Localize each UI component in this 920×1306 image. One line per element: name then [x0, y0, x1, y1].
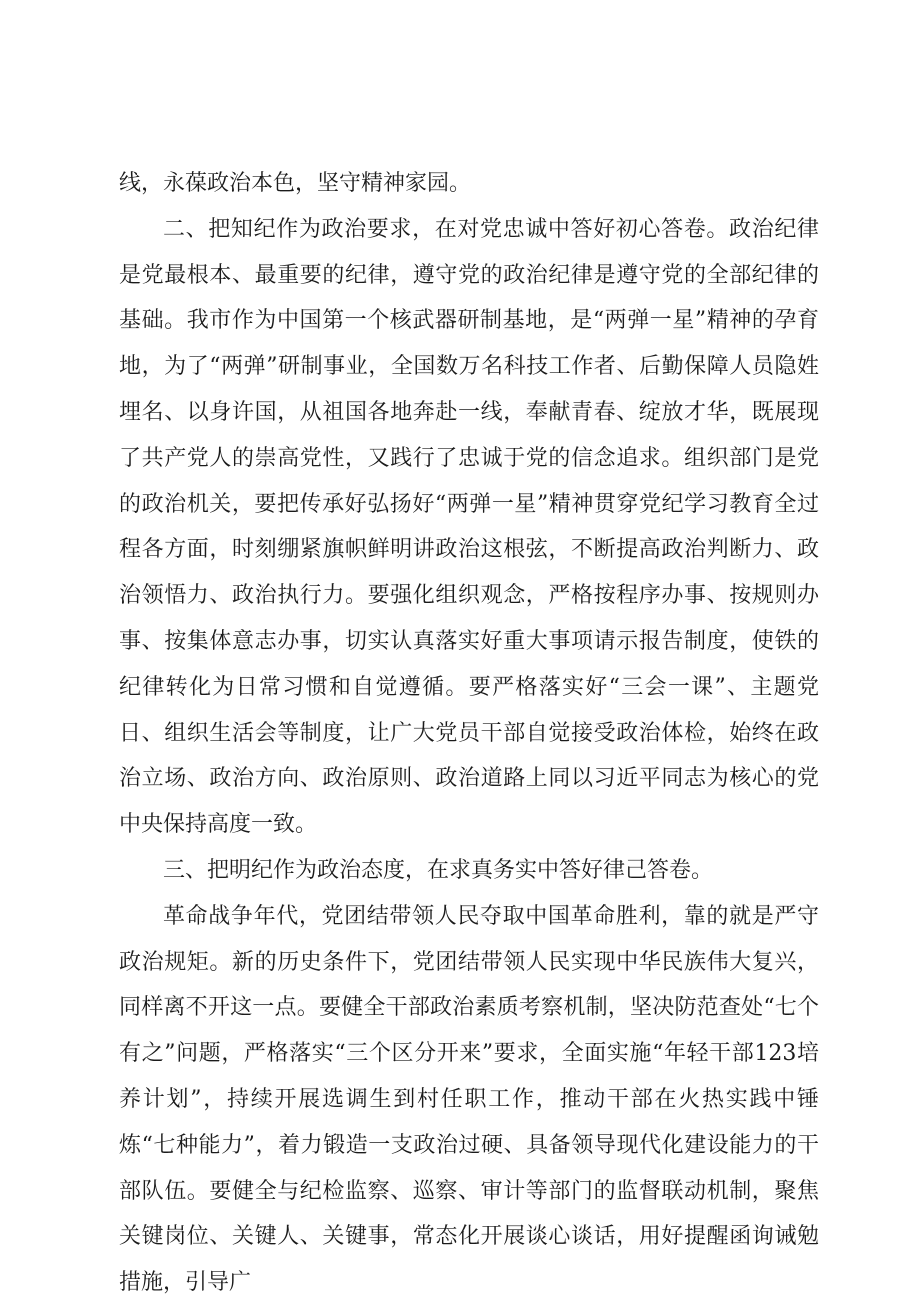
paragraph-section-two: 二、把知纪作为政治要求，在对党忠诚中答好初心答卷。政治纪律是党最根本、最重要的纪律，遵守党的政治纪律是遵守党的全部纪律的基础。我市作为中国第一个核武器研制基地，是“两弹一星”精神的孕育地，为了“两弹”研制事业，全国数万名科技工作者、后勤保障人员隐姓埋名、以身许国，从祖国各地奔赴一线，奉献青春、绽放才华，既展现了共产党人的崇高党性，又践行了忠诚于党的信念追求。组织部门是党的政治机关，要把传承好弘扬好“两弹一星”精神贯穿党纪学习教育全过程各方面，时刻绷紧旗帜鲜明讲政治这根弦，不断提高政治判断力、政治领悟力、政治执行力。要强化组织观念，严格按程序办事、按规则办事、按集体意志办事，切实认真落实好重大事项请示报告制度，使铁的纪律转化为日常习惯和自觉遵循。要严格落实好“三会一课”、主题党日、组织生活会等制度，让广大党员干部自觉接受政治体检，始终在政治立场、政治方向、政治原则、政治道路上同以习近平同志为核心的党中央保持高度一致。	[119, 216, 819, 838]
paragraph-section-three-body: 革命战争年代，党团结带领人民夺取中国革命胜利，靠的就是严守政治规矩。新的历史条件下，党团结带领人民实现中华民族伟大复兴，同样离不开这一点。要健全干部政治素质考察机制，坚决防范查处“七个有之”问题，严格落实“三个区分开来”要求，全面实施“年轻干部123培养计划”，持续开展选调生到村任职工作，推动干部在火热实践中锤炼“七种能力”，着力锻造一支政治过硬、具备领导现代化建设能力的干部队伍。要健全与纪检监察、巡察、审计等部门的监督联动机制，聚焦关键岗位、关键人、关键事，常态化开展谈心谈话，用好提醒函询诫勉措施，引导广	[119, 903, 819, 1296]
document-body	[119, 161, 819, 1306]
paragraph-continuation: 线，永葆政治本色，坚守精神家园。	[119, 171, 472, 196]
paragraph-section-three-heading: 三、把明纪作为政治态度，在求真务实中答好律己答卷。	[163, 857, 714, 883]
